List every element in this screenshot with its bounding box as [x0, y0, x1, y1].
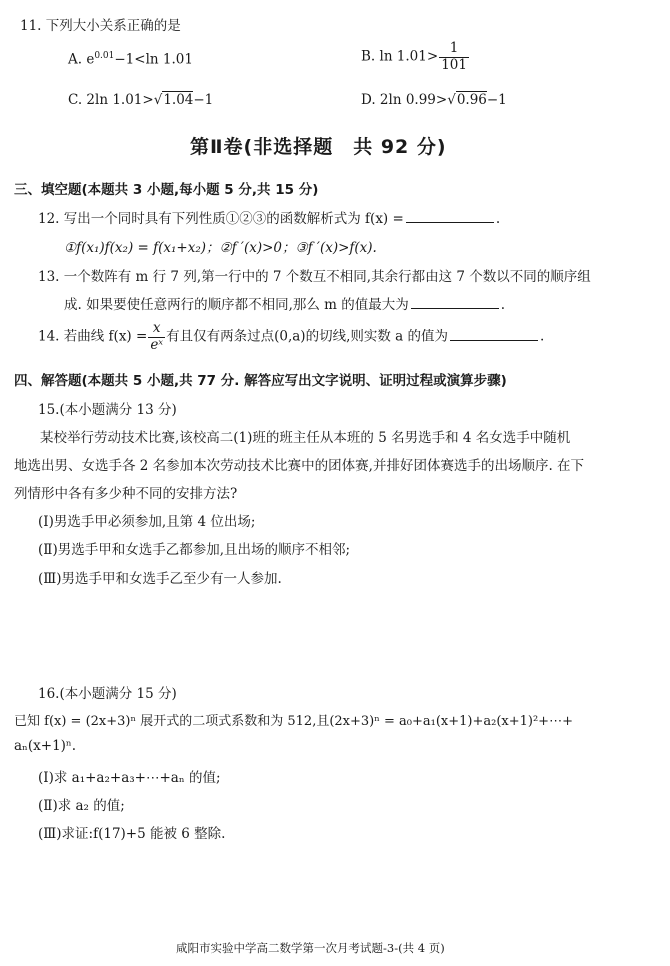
q16-line1: 已知 f(x) = (2x+3)ⁿ 展开式的二项式系数和为 512,且(2x+3)ⁿ = a₀+a₁(x+1)+a₂(x+1)²+⋯+: [14, 714, 573, 729]
q14-stem: 有且仅有两条过点(0,a)的切线,则实数 a 的值为: [166, 328, 448, 345]
q15-part2: (Ⅱ)男选手甲和女选手乙都参加,且出场的顺序不相邻;: [38, 542, 351, 558]
q11-option-d: [361, 92, 507, 108]
q14-period: .: [540, 328, 545, 345]
option-c-rest: −1: [193, 92, 214, 108]
option-c-radicand: 1.04: [163, 92, 194, 108]
option-d-radicand: 0.96: [456, 92, 487, 108]
option-c-label: C. 2ln 1.01>: [68, 92, 154, 108]
q16-line2: aₙ(x+1)ⁿ.: [14, 738, 77, 754]
q15-paragraph-line1: 某校举行劳动技术比赛,该校高二(1)班的班主任从本班的 5 名男选手和 4 名女选手中随机: [40, 430, 571, 446]
fraction-denominator: eˣ: [150, 336, 164, 353]
q14-line: [38, 322, 544, 352]
q16-part1: (Ⅰ)求 a₁+a₂+a₃+⋯+aₙ 的值;: [38, 770, 221, 786]
q15-heading: 15.(本小题满分 13 分): [38, 402, 177, 418]
option-a-rest: −1<ln 1.01: [114, 51, 193, 68]
answer-blank[interactable]: [450, 329, 538, 341]
fraction-numerator: 1: [439, 42, 469, 58]
q13-line2: [64, 293, 505, 313]
q14-prefix: 14. 若曲线 f(x) =: [38, 328, 148, 345]
q12-properties: ①f(x₁)f(x₂) = f(x₁+x₂)；②f ′(x)>0；③f ′(x)>f(x).: [64, 240, 377, 256]
fraction-denominator: 101: [441, 56, 467, 73]
q16-part2: (Ⅱ)求 a₂ 的值;: [38, 798, 125, 814]
q16-heading: 16.(本小题满分 15 分): [38, 686, 177, 702]
option-b-label: B. ln 1.01>: [361, 48, 439, 65]
section4-title: 四、解答题(本题共 5 小题,共 77 分. 解答应写出文字说明、证明过程或演算步骤): [14, 373, 507, 389]
option-b-fraction: [439, 42, 469, 72]
q11-stem: 11. 下列大小关系正确的是: [20, 18, 181, 34]
q11-option-a: [68, 51, 193, 68]
page-footer: 咸阳市实验中学高二数学第一次月考试题-3-(共 4 页): [176, 941, 445, 955]
option-a-exponent: 0.01: [94, 51, 115, 61]
q12-line1: [38, 207, 500, 227]
fraction-numerator: x: [148, 322, 165, 338]
sqrt-icon: √: [447, 92, 456, 108]
sqrt-icon: √: [153, 92, 163, 108]
part2-title: 第Ⅱ卷(非选择题 共 92 分): [190, 136, 447, 158]
answer-blank[interactable]: [406, 211, 494, 223]
q11-option-b: [361, 42, 470, 72]
q15-part1: (Ⅰ)男选手甲必须参加,且第 4 位出场;: [38, 514, 256, 530]
section3-title: 三、填空题(本题共 3 小题,每小题 5 分,共 15 分): [14, 182, 319, 198]
q13-line1: 13. 一个数阵有 m 行 7 列,第一行中的 7 个数互不相同,其余行都由这 7 个数以不同的顺序组: [38, 269, 591, 285]
q14-fraction: [148, 322, 165, 352]
option-a-label: A. e: [68, 51, 95, 68]
q15-part3: (Ⅲ)男选手甲和女选手乙至少有一人参加.: [38, 571, 282, 587]
q15-paragraph-line3: 列情形中各有多少种不同的安排方法?: [14, 486, 238, 502]
q13-stem: 成. 如果要使任意两行的顺序都不相同,那么 m 的值最大为: [64, 297, 409, 313]
q11-option-c: [68, 92, 213, 108]
q16-part3: (Ⅲ)求证:f(17)+5 能被 6 整除.: [38, 826, 226, 842]
q12-period: .: [495, 211, 501, 227]
q13-period: .: [500, 297, 506, 313]
option-d-rest: −1: [486, 92, 507, 108]
option-d-label: D. 2ln 0.99>: [361, 92, 448, 108]
q12-stem: 12. 写出一个同时具有下列性质①②③的函数解析式为 f(x) =: [38, 211, 404, 227]
q15-paragraph-line2: 地选出男、女选手各 2 名参加本次劳动技术比赛中的团体赛,并排好团体赛选手的出场顺序. 在下: [14, 458, 585, 474]
answer-blank[interactable]: [411, 297, 499, 309]
